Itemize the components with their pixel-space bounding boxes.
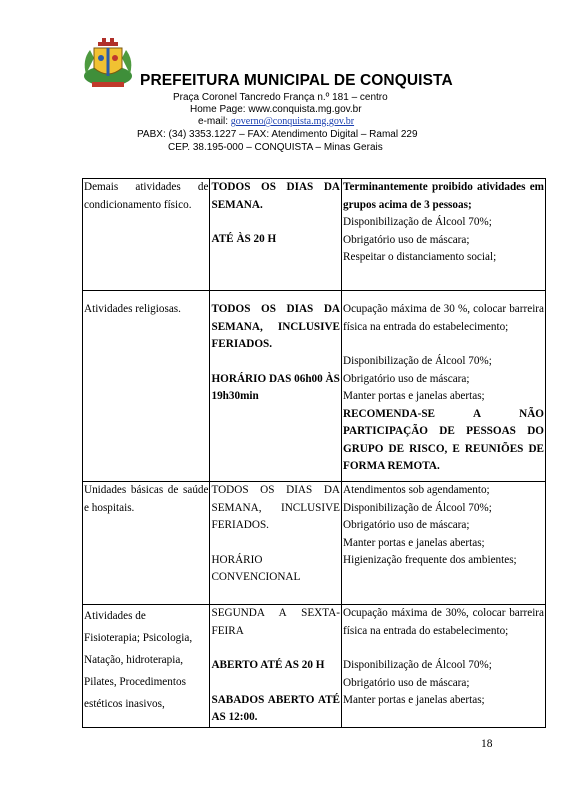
- activity-text: Natação, hidroterapia,: [84, 654, 184, 666]
- rule-text: Obrigatório uso de máscara;: [343, 676, 470, 689]
- address-line: Praça Coronel Tancredo França n.º 181 – centro: [173, 92, 388, 103]
- schedule-text: HORÁRIO CONVENCIONAL: [211, 553, 301, 583]
- rule-text: Disponibilização de Álcool 70%;: [343, 216, 492, 228]
- rule-text: Higienização frequente dos ambientes;: [343, 554, 517, 566]
- table-row: [83, 291, 546, 482]
- rule-text: Ocupação máxima de 30%, colocar barreira física na entrada do estabelecimento;: [343, 607, 544, 637]
- rule-text: Disponibilização de Álcool 70%;: [343, 659, 492, 671]
- activity-cell: [83, 605, 210, 728]
- table-row: [83, 179, 546, 291]
- rule-text: Manter portas e janelas abertas;: [343, 390, 485, 402]
- rule-text: Obrigatório uso de máscara;: [343, 372, 470, 385]
- rule-text: Obrigatório uso de máscara;: [343, 233, 470, 246]
- rule-text: Disponibilização de Álcool 70%;: [343, 355, 492, 367]
- schedule-cell: [210, 291, 342, 482]
- rule-text: Disponibilização de Álcool 70%;: [343, 501, 492, 514]
- schedule-text: TODOS OS DIAS DA SEMANA, INCLUSIVE FERIADOS.: [211, 484, 341, 531]
- schedule-cell: [210, 605, 342, 728]
- schedule-text: SABADOS ABERTO ATÉ AS 12:00.: [211, 693, 341, 723]
- rule-text: Terminantemente proibido atividades em grupos acima de 3 pessoas;: [343, 181, 544, 211]
- phone-line: PABX: (34) 3353.1227 – FAX: Atendimento Digital – Ramal 229: [137, 129, 418, 140]
- rules-cell: [342, 179, 546, 291]
- page-number: 18: [481, 738, 493, 750]
- activity-text: Atividades religiosas.: [84, 303, 181, 315]
- schedule-text: TODOS OS DIAS DA SEMANA, INCLUSIVE FERIADOS.: [211, 303, 341, 350]
- rules-cell: [342, 291, 546, 482]
- rules-cell: [342, 605, 546, 728]
- rule-text: Atendimentos sob agendamento;: [343, 484, 490, 496]
- table-row: [83, 482, 546, 605]
- activity-text: Fisioterapia; Psicologia,: [84, 632, 193, 644]
- rule-text: Ocupação máxima de 30 %, colocar barreira física na entrada do estabelecimento;: [343, 303, 544, 333]
- cep-line: CEP. 38.195-000 – CONQUISTA – Minas Gerais: [168, 142, 383, 153]
- table-row: [83, 605, 546, 728]
- rule-text: Manter portas e janelas abertas;: [343, 694, 485, 706]
- activity-text: Unidades básicas de saúde e hospitais.: [84, 484, 209, 514]
- email-line: [198, 116, 354, 128]
- schedule-text: ATÉ ÀS 20 H: [211, 233, 277, 245]
- rule-text: Obrigatório uso de máscara;: [343, 519, 470, 531]
- rule-text: RECOMENDA-SE A NÃO PARTICIPAÇÃO DE PESSOAS DO GRUPO DE RISCO, E REUNIÕES DE FORMA REMOTA.: [343, 407, 544, 472]
- activity-text: estéticos inasivos,: [84, 698, 165, 710]
- homepage-line: Home Page: www.conquista.mg.gov.br: [190, 104, 362, 115]
- schedule-cell: [210, 179, 342, 291]
- rule-text: Manter portas e janelas abertas;: [343, 536, 485, 549]
- rules-cell: [342, 482, 546, 605]
- schedule-text: SEGUNDA A SEXTA-FEIRA: [211, 607, 341, 637]
- schedule-text: HORÁRIO DAS 06h00 ÀS 19h30min: [211, 372, 340, 402]
- activity-cell: [83, 179, 210, 291]
- activity-text: Atividades de: [84, 610, 146, 622]
- email-link[interactable]: governo@conquista.mg.gov.br: [230, 116, 355, 127]
- email-label: e-mail:: [198, 116, 231, 127]
- schedule-text: TODOS OS DIAS DA SEMANA.: [211, 181, 341, 211]
- letterhead: [0, 0, 566, 180]
- rules-table: [82, 178, 546, 728]
- activity-cell: [83, 291, 210, 482]
- rule-text: Respeitar o distanciamento social;: [343, 251, 497, 263]
- coat-of-arms-logo: [78, 36, 138, 92]
- schedule-cell: [210, 482, 342, 605]
- activity-text: Pilates, Procedimentos: [84, 676, 186, 688]
- activity-text: Demais atividades de condicionamento físico.: [84, 181, 209, 211]
- schedule-text: ABERTO ATÉ AS 20 H: [211, 659, 325, 671]
- activity-cell: [83, 482, 210, 605]
- page-title: PREFEITURA MUNICIPAL DE CONQUISTA: [140, 72, 453, 89]
